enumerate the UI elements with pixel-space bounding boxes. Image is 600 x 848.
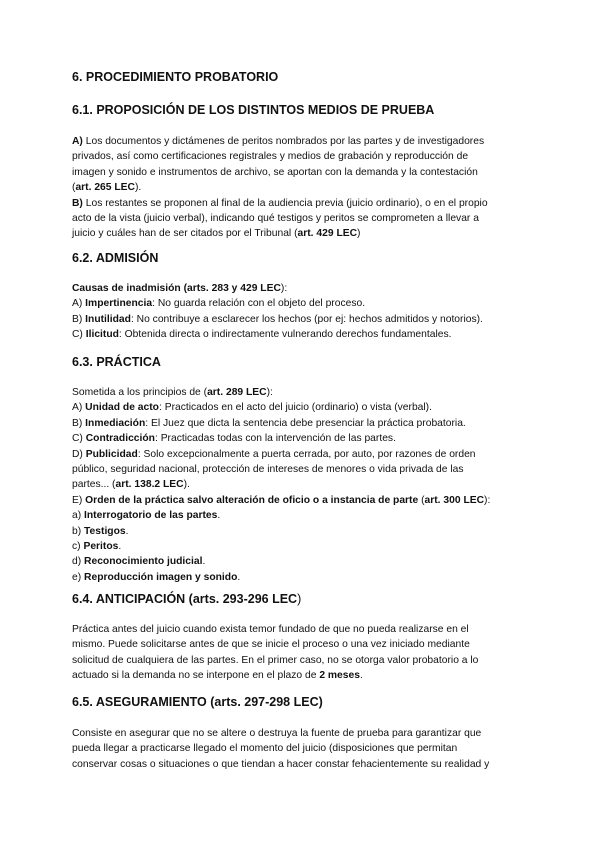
list-item bbox=[72, 447, 532, 462]
list-item bbox=[72, 416, 532, 431]
term: Inmediación bbox=[85, 417, 146, 429]
law-reference: art. 265 LEC bbox=[75, 182, 135, 194]
term: Testigos bbox=[84, 525, 126, 537]
term: Reconocimiento judicial bbox=[84, 556, 203, 568]
text: A) bbox=[72, 298, 86, 310]
text: . bbox=[237, 571, 241, 583]
text: ): bbox=[266, 387, 273, 398]
law-reference: art. 289 LEC bbox=[207, 387, 267, 398]
text: ( bbox=[418, 494, 425, 506]
text: Sometida a los principios de ( bbox=[72, 387, 208, 398]
term: Contradicción bbox=[85, 433, 155, 445]
term: Orden de la práctica salvo alteración de oficio o a instancia de parte bbox=[85, 494, 419, 506]
text: C) bbox=[72, 433, 86, 445]
section-6-5-heading: 6.5. ASEGURAMIENTO (arts. 297-298 LEC) bbox=[72, 695, 323, 709]
text: Los restantes se proponen al final de la audiencia previa (juicio ordinario), o en el propio bbox=[82, 197, 488, 209]
section-6-2-body bbox=[72, 281, 532, 343]
text: . bbox=[359, 670, 363, 682]
text: : El Juez que dicta la sentencia debe presenciar la práctica probatoria. bbox=[145, 417, 466, 429]
sub-list-item bbox=[72, 570, 532, 585]
text: : Practicados en el acto del juicio (ordinario) o vista (verbal). bbox=[158, 402, 432, 414]
text: ). bbox=[183, 479, 190, 491]
text: . bbox=[217, 510, 221, 522]
paragraph-line bbox=[72, 385, 532, 400]
paragraph-line: imagen y sonido e instrumentos de archivo, se aportan con la demanda y la contestación bbox=[72, 166, 478, 178]
text: : Practicadas todas con la intervención de las partes. bbox=[154, 433, 396, 445]
text: . bbox=[202, 556, 206, 568]
section-6-heading: 6. PROCEDIMIENTO PROBATORIO bbox=[72, 70, 279, 84]
section-6-3-heading: 6.3. PRÁCTICA bbox=[72, 355, 161, 369]
list-item bbox=[72, 431, 532, 446]
text: partes... ( bbox=[72, 479, 116, 491]
term: Publicidad bbox=[85, 448, 138, 460]
text: d) bbox=[72, 556, 85, 568]
text: c) bbox=[72, 541, 84, 553]
sub-list-item bbox=[72, 554, 532, 569]
text: C) bbox=[72, 329, 86, 341]
text: ): bbox=[280, 283, 288, 294]
text: ): bbox=[484, 494, 491, 506]
text: B) bbox=[72, 417, 86, 429]
paragraph-line: Práctica antes del juicio cuando exista temor fundado de que no pueda realizarse en el bbox=[72, 624, 469, 635]
text: D) bbox=[72, 448, 86, 460]
term: Ilicitud bbox=[85, 329, 119, 341]
section-6-2-heading: 6.2. ADMISIÓN bbox=[72, 251, 159, 265]
text: : Obtenida directa o indirectamente vulnerando derechos fundamentales. bbox=[118, 329, 452, 341]
paragraph-line: pueda llegar a practicarse llegado el momento del juicio (disposiciones que permitan bbox=[72, 743, 458, 755]
paragraph-line bbox=[72, 196, 532, 211]
term: Inutilidad bbox=[85, 313, 131, 325]
law-reference: art. 429 LEC bbox=[297, 228, 358, 240]
section-6-4-body bbox=[72, 622, 532, 684]
causas-label: Causas de inadmisión (arts. 283 y 429 LEC bbox=[72, 283, 281, 294]
section-6-3-body bbox=[72, 385, 532, 585]
text: ). bbox=[134, 182, 142, 194]
paragraph-line: conservar cosas o situaciones o que tiendan a hacer constar fehacientemente su realidad y bbox=[72, 758, 490, 770]
list-item bbox=[72, 327, 532, 342]
term: Interrogatorio de las partes bbox=[84, 510, 218, 522]
term: Unidad de acto bbox=[85, 402, 159, 414]
paragraph-line: mismo. Puede solicitarse antes de que se inicie el proceso o una vez iniciado mediante bbox=[72, 639, 470, 651]
item-label: B) bbox=[72, 197, 83, 209]
text: . bbox=[125, 525, 129, 537]
list-item bbox=[72, 400, 532, 415]
section-6-1-body bbox=[72, 134, 532, 242]
law-reference: art. 138.2 LEC bbox=[115, 479, 184, 491]
paragraph-line bbox=[72, 281, 532, 296]
paragraph-line: acto de la vista (juicio verbal), indicando qué testigos y peritos se comprometen a llevar a bbox=[72, 213, 479, 225]
text: a) bbox=[72, 510, 85, 522]
text: . bbox=[118, 541, 122, 553]
text: ( bbox=[72, 182, 76, 194]
term: Peritos bbox=[83, 541, 119, 553]
text: : No guarda relación con el objeto del proceso. bbox=[152, 298, 366, 310]
text: ) bbox=[357, 228, 361, 240]
text: : No contribuye a esclarecer los hechos (por ej: hechos admitidos y notorios). bbox=[130, 313, 483, 325]
list-item bbox=[72, 296, 532, 311]
section-6-1-heading: 6.1. PROPOSICIÓN DE LOS DISTINTOS MEDIOS DE PRUEBA bbox=[72, 103, 435, 117]
term: Reproducción imagen y sonido bbox=[84, 571, 238, 583]
sub-list-item bbox=[72, 524, 532, 539]
text: e) bbox=[72, 571, 85, 583]
section-6-4-heading bbox=[72, 592, 301, 606]
term: 2 meses bbox=[319, 670, 360, 682]
paragraph-line bbox=[72, 180, 532, 195]
text: : Solo excepcionalmente a puerta cerrada, por auto, por razones de orden bbox=[137, 448, 476, 460]
paragraph-line bbox=[72, 668, 532, 683]
text: ) bbox=[297, 592, 302, 606]
paragraph-line: privados, así como certificaciones registrales y medios de grabación y reproducción de bbox=[72, 151, 469, 163]
list-item bbox=[72, 312, 532, 327]
text: B) bbox=[72, 313, 86, 325]
paragraph-line bbox=[72, 226, 532, 241]
text: juicio y cuáles han de ser citados por el Tribunal ( bbox=[72, 228, 298, 240]
sub-list-item bbox=[72, 539, 532, 554]
item-label: A) bbox=[72, 136, 83, 147]
text: Los documentos y dictámenes de peritos nombrados por las partes y de investigadores bbox=[82, 136, 485, 147]
paragraph-line: Consiste en asegurar que no se altere o destruya la fuente de prueba para garantizar que bbox=[72, 728, 482, 739]
paragraph-line: público, seguridad nacional, protección de intereses de menores o vida privada de las bbox=[72, 464, 464, 476]
law-reference: art. 300 LEC bbox=[424, 494, 485, 506]
paragraph-line bbox=[72, 477, 532, 492]
paragraph-line bbox=[72, 134, 532, 149]
text: A) bbox=[72, 402, 86, 414]
sub-list-item bbox=[72, 508, 532, 523]
list-item bbox=[72, 493, 532, 508]
term: Impertinencia bbox=[85, 298, 153, 310]
text: 6.4. ANTICIPACIÓN (arts. 293-296 LEC bbox=[72, 592, 298, 606]
section-6-5-body bbox=[72, 726, 532, 772]
text: actuado si la demanda no se interpone en el plazo de bbox=[72, 670, 320, 682]
text: E) bbox=[72, 494, 86, 506]
text: b) bbox=[72, 525, 85, 537]
paragraph-line: solicitud de cualquiera de las partes. En el primer caso, no se otorga valor probatorio a lo bbox=[72, 654, 479, 666]
